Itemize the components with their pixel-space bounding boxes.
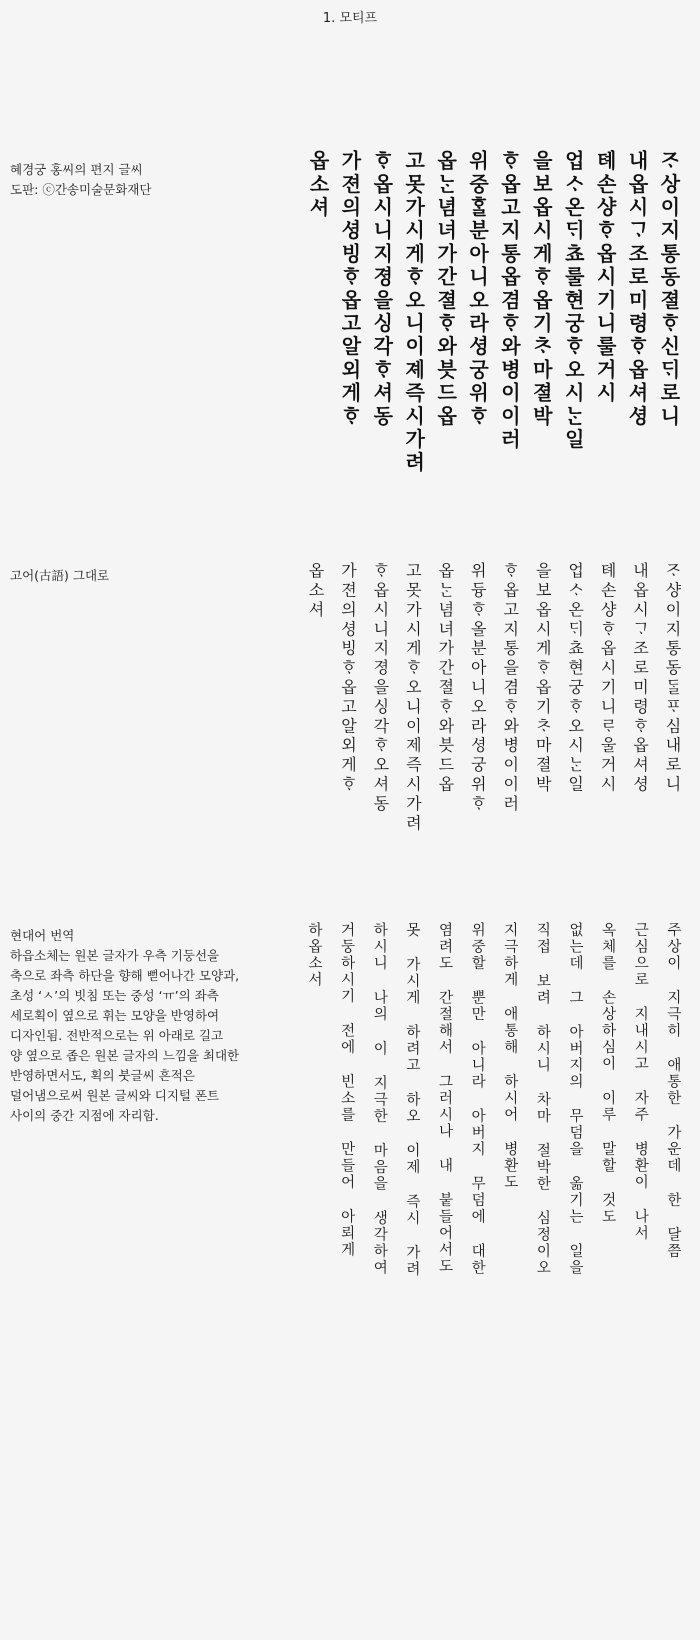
label-line: 도판: ⓒ간송미술문화재단 (10, 182, 152, 197)
handwriting-column: 위중ᄒᆞᆯ분아니오라셩궁위ᄒᆞ (465, 150, 490, 429)
modern-column: 직접 보려 하시니 차마 절박한 심정이오 (534, 922, 551, 1276)
old-korean-column: 가젼의셩빙ᄒᆞ옵고알외게ᄒᆞ (338, 562, 358, 795)
old-korean-column: 위듕ᄒᆞ올분아니오라셩궁위ᄒᆞ (468, 562, 488, 815)
handwriting-letter (304, 150, 684, 480)
label-line: 현대어 번역 (10, 928, 75, 943)
label-line: 축으로 좌측 하단을 향해 뻗어나간 모양과, (10, 968, 240, 983)
section-label-handwriting (10, 160, 270, 200)
old-korean-column: 을보옵시게ᄒᆞ옵기ᄎᆞ마졀박 (533, 562, 553, 795)
handwriting-column: 을보옵시게ᄒᆞ옵기ᄎᆞ마졀박 (529, 150, 554, 429)
label-line: 고어(古語) 그대로 (10, 568, 110, 583)
handwriting-column: 옵소셔 (306, 150, 330, 220)
old-korean-column: ᄌᆞ샹이지통동ᄃᆞᆯᄑᆞ심내로니 (662, 562, 682, 795)
label-line: 초성 ‘ㅅ’의 빗침 또는 중성 ‘ㅠ’의 좌측 (10, 988, 219, 1003)
modern-column: 지극하게 애통해 하시어 병환도 (501, 922, 518, 1191)
handwriting-column: 옵ᄂᆞᆫ념녀가간졀ᄒᆞ와븟드옵 (433, 150, 458, 429)
label-line: 덜어냄으로써 원본 글씨와 디지털 폰트 (10, 1088, 220, 1103)
modern-translation-text (304, 922, 684, 1342)
modern-column: 없는데 그 아버지의 무덤을 옮기는 일을 (567, 922, 583, 1276)
label-line: 세로획이 옆으로 휘는 모양을 반영하여 (10, 1008, 220, 1023)
page-title: 1. 모티프 (322, 11, 378, 26)
old-korean-column: ᄒᆞ옵시니지졍을싱각ᄒᆞ오셔동 (370, 562, 390, 815)
old-korean-column: ᄒᆞ옵고지통을겸ᄒᆞ와병이이러 (500, 562, 520, 815)
handwriting-column: 톄손샹ᄒᆞ옵시기니룰거시 (593, 150, 618, 406)
modern-column: 하시니 나의 이 지극한 마음을 생각하여 (371, 922, 388, 1276)
label-line: 혜경궁 홍씨의 편지 글씨 (10, 162, 143, 177)
section-label-old-korean (10, 566, 270, 586)
modern-column: 근심으로 지내시고 자주 병환이 나서 (632, 922, 649, 1242)
handwriting-column: ᄒᆞ옵시니지졍을싱각ᄒᆞ셔동 (369, 150, 394, 429)
handwriting-column: 내옵시ᄀᆞ조로미령ᄒᆞ옵셔셩 (625, 150, 650, 429)
label-line: 사이의 중간 지점에 자리함. (10, 1108, 159, 1123)
handwriting-column: ᄒᆞ옵고지통옵겸ᄒᆞ와병이이러 (497, 150, 522, 452)
label-line: 양 옆으로 좁은 원본 글자의 느낌을 최대한 (10, 1048, 240, 1063)
modern-column: 옥체를 손상하심이 이루 말할 것도 (599, 922, 616, 1225)
handwriting-column: ᄌᆞ상이지통동졀ᄒᆞ신ᄃᆡ로니 (656, 150, 681, 429)
modern-column: 주상이 지극히 애통한 가운데 한 달쯤 (664, 922, 681, 1260)
label-line: 반영하면서도, 획의 붓글씨 흔적은 (10, 1068, 195, 1083)
old-korean-column: 옵소셔 (306, 562, 325, 621)
section-label-modern (10, 926, 270, 1126)
old-korean-text (304, 562, 684, 882)
old-korean-column: 고못가시게ᄒᆞ오니이제즉시가려 (403, 562, 423, 834)
label-line: 디자인됨. 전반적으로는 위 아래로 길고 (10, 1028, 224, 1043)
modern-column: 거둥하시기 전에 빈소를 만들어 아뢰게 (338, 922, 355, 1258)
old-korean-column: 업ᄉᆞ온ᄃᆡ쵸현궁ᄒᆞ오시ᄂᆞᆫ일 (565, 562, 585, 795)
label-line: 하읍소체는 원본 글자가 우측 기둥선을 (10, 948, 220, 963)
old-korean-column: 옵ᄂᆞᆫ념녀가간졀ᄒᆞ와븟드옵 (435, 562, 455, 795)
handwriting-column: 가젼의셩빙ᄒᆞ옵고알외게ᄒᆞ (337, 150, 362, 429)
modern-column: 하옵소서 (306, 922, 322, 988)
handwriting-column: 고못가시게ᄒᆞ오니이졔즉시가려 (401, 150, 426, 475)
modern-column: 염려도 간절해서 그러시나 내 붙들어서도 (436, 922, 453, 1275)
old-korean-column: 톄손샹ᄒᆞ옵시기니ᄅᆞ울거시 (598, 562, 618, 795)
old-korean-column: 내옵시ᄀᆞ조로미령ᄒᆞ옵셔셩 (630, 562, 650, 795)
modern-column: 못 가시게 하려고 하오 이제 즉시 가려 (403, 922, 420, 1278)
modern-column: 위중할 뿐만 아니라 아버지 무덤에 대한 (469, 922, 486, 1276)
handwriting-column: 업ᄉᆞ온ᄃᆡ쵸룰현궁ᄒᆞ오시ᄂᆞᆫ일 (561, 150, 586, 452)
